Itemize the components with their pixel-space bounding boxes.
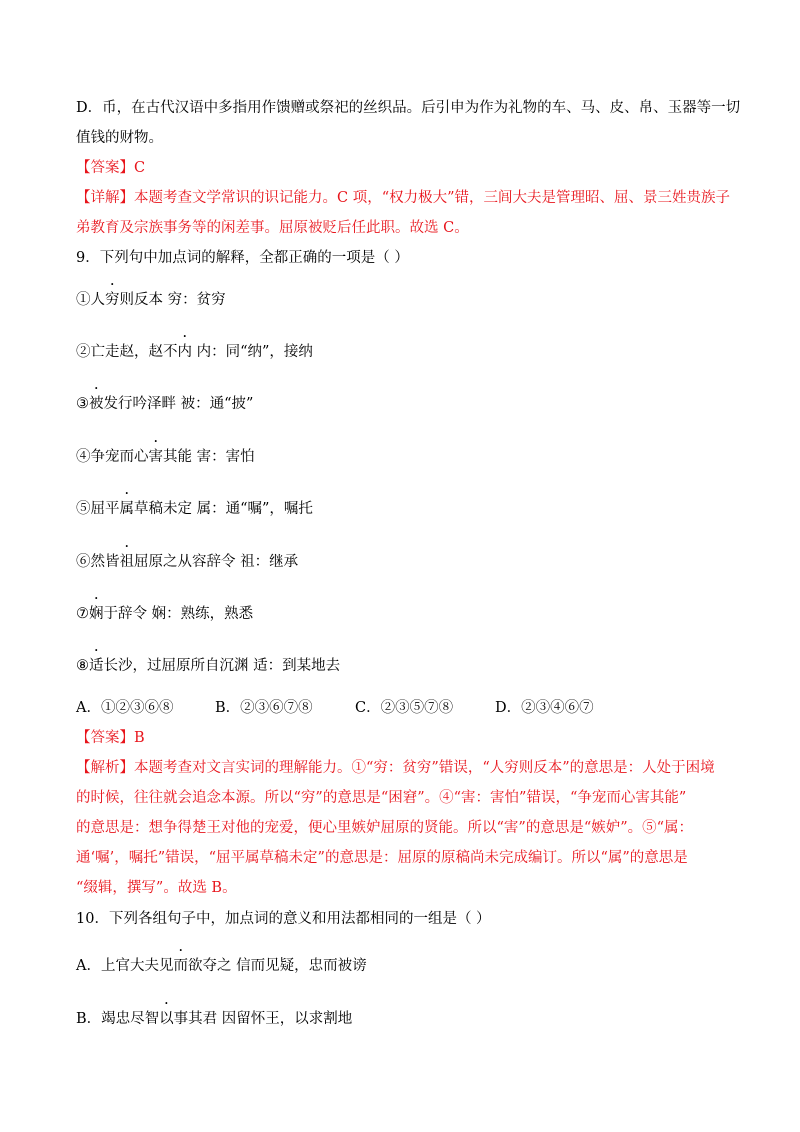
q9-item-5-pre: ⑤屈平 [76,501,120,517]
q9-item-7 [76,603,253,625]
option-d-line-1: D．币，在古代汉语中多指用作馈赠或祭祀的丝织品。后引申为作为礼物的车、马、皮、帛、玉器等一切 [76,100,741,116]
q10-option-b-pre: B．竭忠尽智 [76,1011,160,1027]
q9-answer: 【答案】B [76,730,145,746]
q9-item-3-post: 发行吟泽畔 被：通“披” [103,396,254,412]
q9-item-4-pre: ④争宠而心 [76,449,149,465]
q9-option-d: D．②③④⑥⑦ [495,700,594,716]
q10-option-b-dotted-word: 以 [159,1011,174,1027]
q9-item-5-dotted-word: 属 [119,501,134,517]
q8-detail-line-2: 弟教育及宗族事务等的闲差事。屈原被贬后任此职。故选 C。 [76,220,469,236]
q10-option-b-post: 事其君 因留怀王，以求割地 [173,1011,353,1027]
q9-item-5-post: 草稿未定 属：通“嘱”，嘱托 [134,501,313,517]
q9-item-8-dotted-word: 适 [89,658,104,674]
q9-item-4-post: 其能 害：害怕 [163,449,255,465]
q9-option-c: C．②③⑤⑦⑧ [355,700,454,716]
q9-analysis-line-4: 通‘嘱’，嘱托”错误，“屈平属草稿未定”的意思是：屈原的原稿尚未完成编订。所以“属”的意思是 [76,850,688,866]
q8-answer: 【答案】C [76,160,146,176]
q9-item-4 [76,446,255,468]
q9-item-6-post: 屈原之从容辞令 祖：继承 [134,554,299,570]
q10-option-a [76,955,367,977]
q9-item-3-dotted-word: 被 [89,396,104,412]
q9-item-7-post: 于辞令 娴：熟练，熟悉 [103,606,254,622]
q9-item-2 [76,341,313,363]
q9-item-6-pre: ⑥然皆 [76,554,120,570]
q10-option-a-dotted-word: 而 [173,958,188,974]
q9-item-8-post: 长沙，过屈原所自沉渊 适：到某地去 [103,658,341,674]
q10-option-b [76,1008,352,1030]
q10-question: 10．下列各组句子中，加点词的意义和用法都相同的一组是（ ） [76,911,491,927]
q9-item-3-pre: ③ [76,396,89,412]
q9-item-1-pre: ①人 [76,292,105,308]
q9-analysis-line-3: 的意思是：想争得楚王对他的宠爱，便心里嫉妒屈原的贤能。所以“害”的意思是“嫉妒”。⑤“属： [76,820,694,836]
q9-item-6 [76,551,298,573]
q8-detail-line-1: 【详解】本题考查文学常识的识记能力。C 项，“权力极大”错，三闾大夫是管理昭、屈、景三姓贵族子 [76,190,731,206]
q9-analysis-line-1: 【解析】本题考查对文言实词的理解能力。①“穷：贫穷”错误，“人穷则反本”的意思是：人处于困境 [76,760,715,776]
q9-item-8 [76,655,340,677]
q9-item-8-pre: ⑧ [76,658,89,674]
q9-item-2-dotted-word: 内 [177,344,192,360]
q9-item-2-pre: ②亡走赵，赵不 [76,344,178,360]
q9-item-6-dotted-word: 祖 [119,554,134,570]
q9-item-2-post: 内：同“纳”，接纳 [192,344,313,360]
q9-item-1-dotted-word: 穷 [105,292,120,308]
q9-item-7-pre: ⑦ [76,606,89,622]
q9-analysis-line-2: 的时候，往往就会追念本源。所以“穷”的意思是“困窘”。④“害：害怕”错误，“争宠而心害其能” [76,790,687,806]
q9-options [76,697,594,719]
q9-option-a: A．①②③⑥⑧ [76,700,174,716]
q9-item-1-post: 则反本 穷：贫穷 [119,292,226,308]
q10-option-a-pre: A．上官大夫见 [76,958,174,974]
q9-item-5 [76,498,313,520]
option-d-line-2: 值钱的财物。 [76,130,163,146]
q9-option-b: B．②③⑥⑦⑧ [215,700,313,716]
q9-item-7-dotted-word: 娴 [89,606,104,622]
q9-question: 9．下列句中加点词的解释，全都正确的一项是（ ） [76,250,409,266]
q9-item-4-dotted-word: 害 [148,449,163,465]
q10-option-a-post: 欲夺之 信而见疑，忠而被谤 [187,958,367,974]
q9-item-3 [76,393,253,415]
q9-item-1 [76,289,226,311]
q9-analysis-line-5: “缀辑，撰写”。故选 B。 [76,880,237,896]
